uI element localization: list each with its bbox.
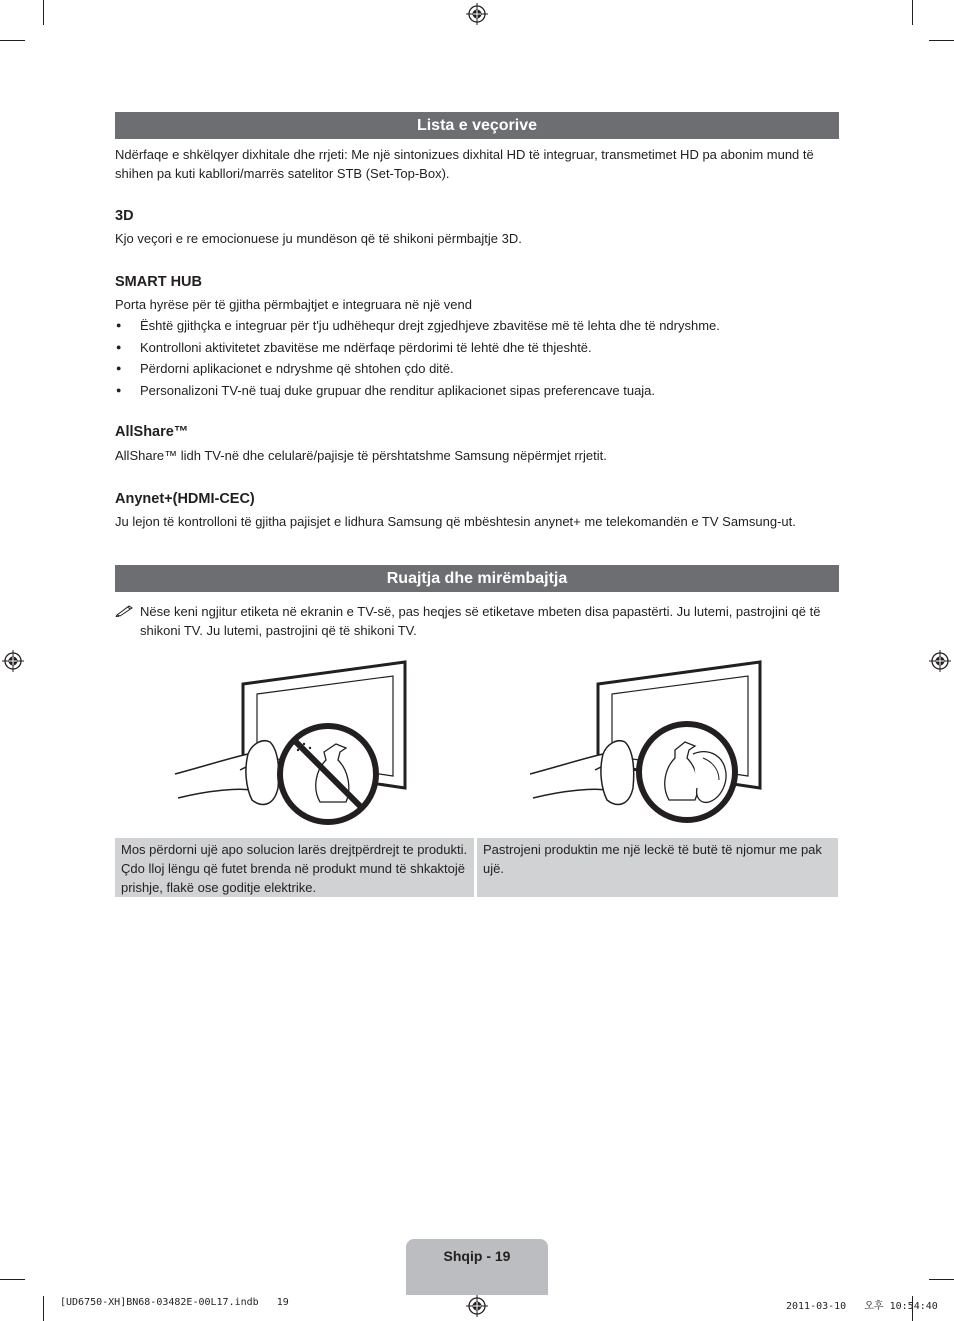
caption-warning (115, 838, 474, 897)
crop-mark (43, 0, 44, 25)
registration-mark-icon (2, 650, 24, 672)
caption-instruction (477, 838, 838, 897)
list-item: ● Është gjithçka e integruar për t'ju udhëhequr drejt zgjedhjeve zbavitëse më të lehta dhe të ndryshme. (115, 316, 720, 338)
illustration-no-spray (170, 658, 410, 828)
illustration-damp-cloth (525, 658, 765, 828)
crop-mark (929, 40, 954, 41)
caption-line: ujë. (483, 861, 504, 876)
crop-mark (929, 1279, 954, 1280)
caption-line: Mos përdorni ujë apo solucion larës drejtpërdrejt te produkti. (121, 842, 468, 857)
registration-mark-icon (929, 650, 951, 672)
text-smart-hub: Porta hyrëse për të gjitha përmbajtjet e integruara në një vend (115, 297, 472, 312)
caption-line: Pastrojeni produktin me një leckë të butë të njomur me pak (483, 842, 822, 857)
page-number-tab: Shqip - 19 (406, 1239, 548, 1295)
crop-mark (912, 0, 913, 25)
registration-mark-icon (466, 1295, 488, 1317)
print-slug-date: 2011-03-10 오후 10:54:40 (786, 1301, 938, 1312)
maintenance-note (140, 602, 840, 640)
caption-line: prishje, flakë ose goditje elektrike. (121, 880, 317, 895)
section-title-maintenance: Ruajtja dhe mirëmbajtja (115, 565, 839, 592)
heading-smart-hub: SMART HUB (115, 274, 202, 290)
intro-line: Ndërfaqe e shkëlqyer dixhitale dhe rrjeti: Me një sintonizues dixhital HD të integruar, transmetimet HD pa abonim mund të (115, 147, 814, 162)
list-item: ● Personalizoni TV-në tuaj duke grupuar dhe renditur aplikacionet sipas preferencave tuaja. (115, 381, 720, 403)
pencil-note-icon (115, 603, 135, 617)
heading-anynet: Anynet+(HDMI-CEC) (115, 491, 255, 507)
heading-3d: 3D (115, 208, 134, 224)
note-line: shikoni TV. Ju lutemi, pastrojini që të shikoni TV. (140, 623, 417, 638)
registration-mark-icon (466, 3, 488, 25)
crop-mark (0, 1279, 25, 1280)
note-line: Nëse keni ngjitur etiketa në ekranin e TV-së, pas heqjes së etiketave mbeten disa papastërti. Ju lutemi, pastrojini që të (140, 604, 821, 619)
print-slug-file: [UD6750-XH]BN68-03482E-00L17.indb 19 (60, 1297, 289, 1308)
section-title-features: Lista e veçorive (115, 112, 839, 139)
text-3d: Kjo veçori e re emocionuese ju mundëson që të shikoni përmbajtje 3D. (115, 231, 522, 246)
crop-mark (43, 1296, 44, 1321)
intro-line: shihen pa kuti kabllori/marrës satelitor STB (Set-Top-Box). (115, 166, 450, 181)
caption-line: Çdo lloj lëngu që futet brenda në produkt mund të shkaktojë (121, 861, 466, 876)
heading-allshare: AllShare™ (115, 424, 189, 440)
crop-mark (0, 40, 25, 41)
list-item: ● Përdorni aplikacionet e ndryshme që shtohen çdo ditë. (115, 359, 720, 381)
smart-hub-bullet-list (115, 316, 720, 402)
features-intro (115, 145, 845, 183)
list-item: ● Kontrolloni aktivitetet zbavitëse me ndërfaqe përdorimi të lehtë dhe të thjeshtë. (115, 338, 720, 360)
text-anynet: Ju lejon të kontrolloni të gjitha pajisjet e lidhura Samsung që mbështesin anynet+ me telekomandën e TV Samsung-ut. (115, 514, 796, 529)
text-allshare: AllShare™ lidh TV-në dhe celularë/pajisje të përshtatshme Samsung nëpërmjet rrjetit. (115, 448, 607, 463)
